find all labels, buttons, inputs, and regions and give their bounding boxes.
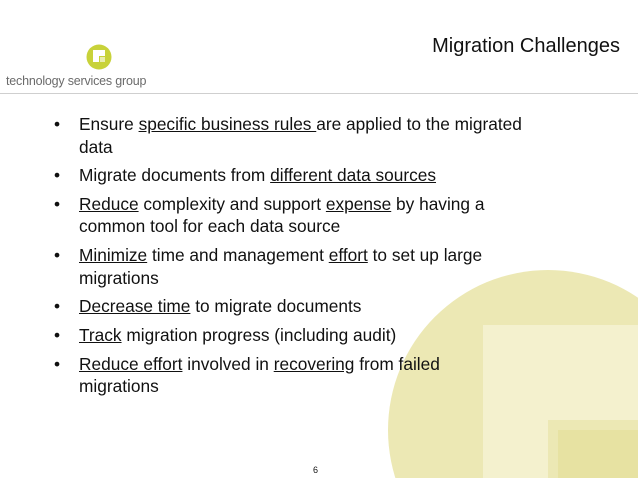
bullet-dot-icon: •	[54, 193, 61, 214]
bullet-text: data	[79, 136, 113, 157]
tsg-logo-icon	[86, 44, 112, 70]
bullet-item	[52, 113, 612, 158]
bullet-dot-icon: •	[54, 324, 61, 345]
company-logo	[6, 44, 146, 94]
underlined-text: effort	[328, 245, 368, 266]
bullet-text: from failed	[354, 353, 440, 374]
bullet-text: time and management	[147, 245, 329, 266]
slide-title: Migration Challenges	[432, 35, 620, 57]
bullet-dot-icon: •	[54, 245, 61, 266]
bullet-text: complexity and support	[138, 193, 326, 214]
underlined-text: Reduce effort	[79, 353, 183, 374]
bullet-text: to migrate documents	[190, 296, 362, 317]
underlined-text: different data sources	[270, 165, 437, 186]
bullet-text: involved in	[182, 353, 274, 374]
underlined-text: specific business rules	[138, 114, 317, 134]
bullet-text: migrations	[79, 267, 159, 288]
bullet-item	[52, 164, 612, 187]
underlined-text: Decrease time	[79, 296, 191, 317]
bullet-dot-icon: •	[54, 165, 61, 186]
underlined-text: Track	[79, 324, 122, 345]
underlined-text: Minimize	[79, 245, 148, 266]
bullet-item	[52, 295, 612, 318]
bullet-text: to set up large	[367, 245, 483, 266]
bullet-dot-icon: •	[54, 114, 61, 134]
bullet-text: migrations	[79, 376, 159, 397]
bullet-item	[52, 244, 612, 289]
bullet-dot-icon: •	[54, 296, 61, 317]
bullet-item	[52, 324, 612, 347]
header-divider	[0, 93, 638, 94]
bullet-text: Ensure	[79, 114, 139, 134]
bullet-item	[52, 353, 612, 398]
underlined-text: Reduce	[79, 193, 139, 214]
bullet-text: Migrate documents from	[79, 165, 271, 186]
underlined-text: recovering	[273, 353, 355, 374]
bullet-text: common tool for each data source	[79, 216, 341, 237]
bullet-text: are applied to the migrated	[316, 114, 522, 134]
page-number: 6	[313, 465, 319, 475]
company-name: technology services group	[6, 74, 147, 88]
bullet-text: migration progress (including audit)	[121, 324, 397, 345]
bullet-list	[52, 113, 612, 404]
bullet-text: by having a	[391, 193, 485, 214]
bullet-item	[52, 193, 612, 238]
bullet-dot-icon: •	[54, 353, 61, 374]
underlined-text: expense	[325, 193, 392, 214]
